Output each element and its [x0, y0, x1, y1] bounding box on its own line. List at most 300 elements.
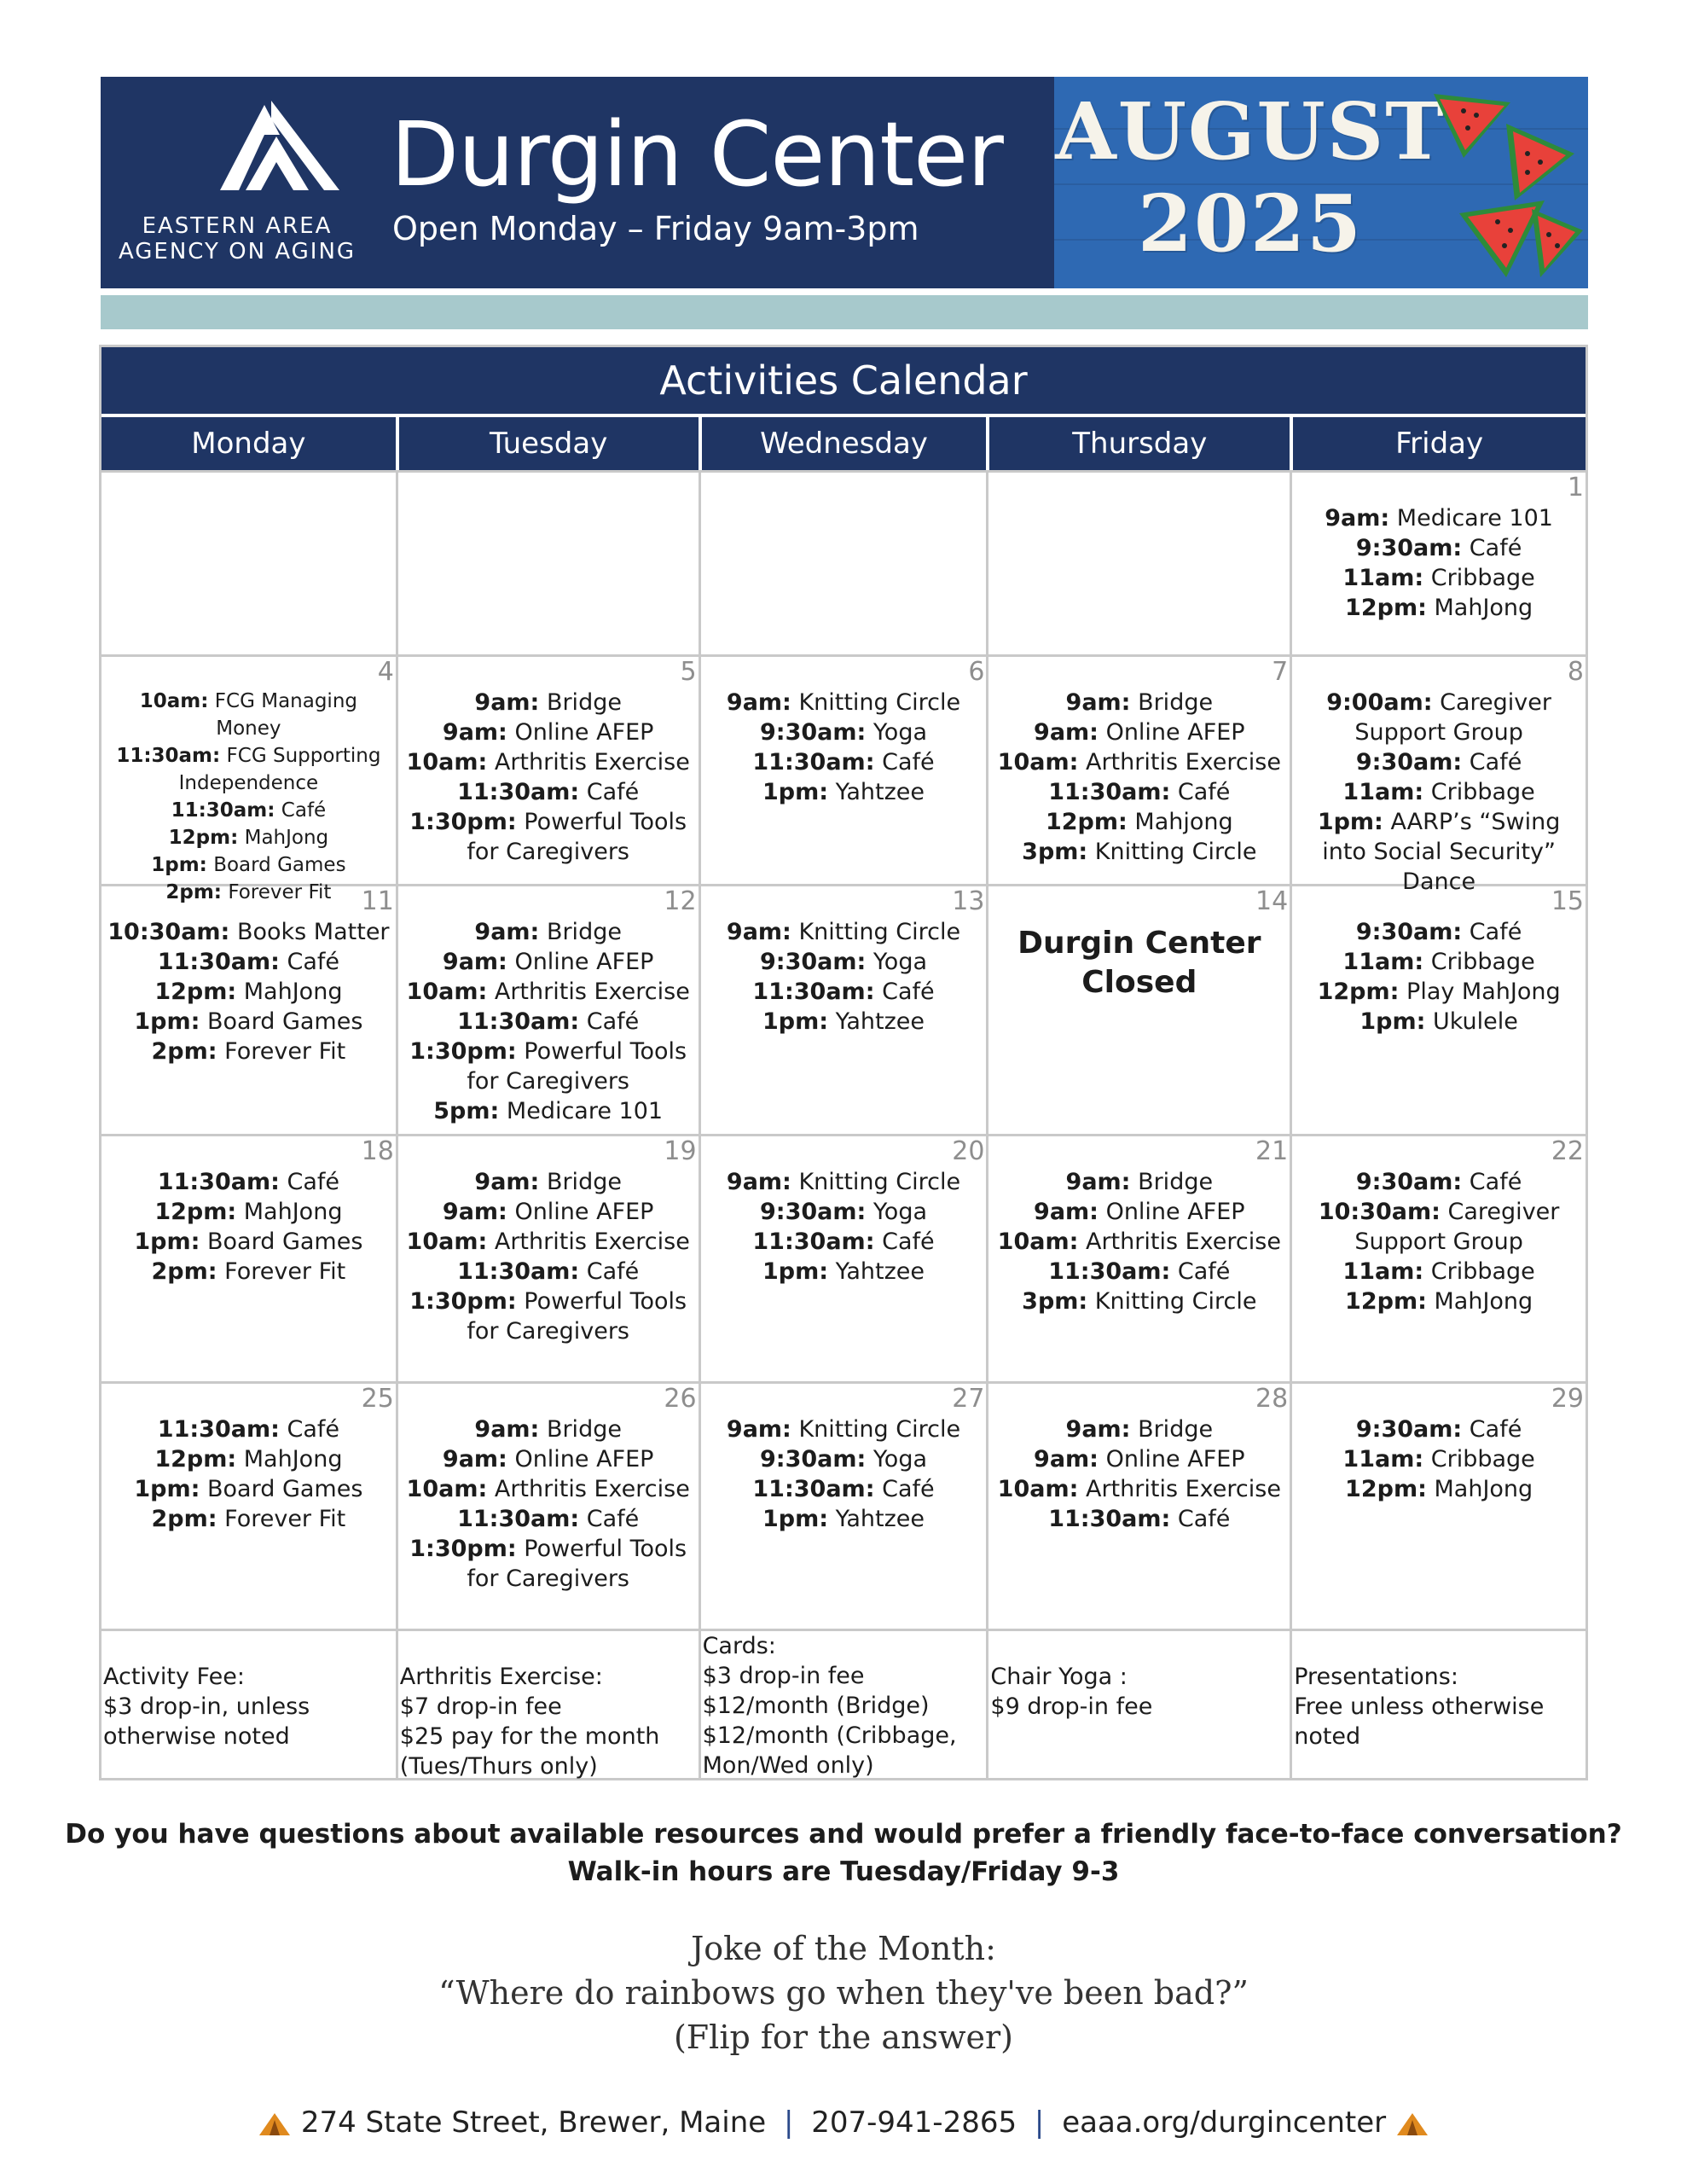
event-item [1296, 1197, 1582, 1257]
event-item [704, 1504, 983, 1534]
event-title: Forever Fit [224, 1038, 346, 1065]
day-cell [396, 657, 699, 884]
tent-icon [258, 2111, 292, 2137]
event-item [1296, 593, 1582, 623]
event-time: 11am: [1342, 779, 1424, 805]
event-item [1296, 807, 1582, 897]
event-title: Bridge [546, 1416, 622, 1443]
activities-calendar [99, 345, 1588, 1780]
event-time: 11:30am: [1048, 1506, 1171, 1532]
event-time: 9am: [1034, 719, 1099, 746]
day-number: 15 [1551, 886, 1585, 916]
fee-heading: Activity Fee: [103, 1664, 245, 1690]
event-title: Cribbage [1430, 779, 1535, 805]
event-title: Cribbage [1430, 1446, 1535, 1472]
event-item [105, 742, 392, 797]
event-time: 1:30pm: [409, 1288, 517, 1315]
event-item [402, 777, 695, 807]
event-time: 12pm: [1317, 979, 1400, 1005]
event-item [704, 1227, 983, 1257]
event-item [402, 717, 695, 747]
event-time: 9am: [442, 719, 507, 746]
event-item [704, 747, 983, 777]
fee-line: Free unless otherwise noted [1294, 1693, 1545, 1750]
event-item [1296, 1257, 1582, 1287]
day-number: 19 [664, 1136, 697, 1166]
event-time: 1pm: [134, 1228, 200, 1255]
event-time: 2pm: [165, 881, 223, 903]
event-time: 12pm: [154, 979, 237, 1005]
event-time: 9:30am: [759, 1446, 867, 1472]
contact-footer [0, 2106, 1687, 2140]
header-stripe [101, 295, 1588, 329]
phone-number[interactable]: 207-941-2865 [811, 2106, 1017, 2140]
event-time: 9:30am: [759, 719, 867, 746]
fee-line: $3 drop-in, unless otherwise noted [103, 1693, 310, 1750]
event-title: Online AFEP [514, 949, 654, 975]
event-title: Yoga [872, 1199, 928, 1225]
event-item [402, 1287, 695, 1346]
event-item [105, 1414, 392, 1444]
fee-line: $12/month (Bridge) [702, 1693, 930, 1719]
event-time: 9am: [474, 1169, 540, 1195]
event-title: Bridge [1138, 689, 1214, 716]
event-time: 11:30am: [116, 745, 221, 767]
event-item [105, 917, 392, 947]
day-number: 21 [1255, 1136, 1289, 1166]
event-time: 9:30am: [759, 1199, 867, 1225]
event-time: 10am: [406, 1476, 488, 1502]
event-title: Caregiver Support Group [1354, 1199, 1560, 1255]
day-number: 13 [952, 886, 985, 916]
calendar-week [101, 1134, 1586, 1381]
event-item [1296, 1444, 1582, 1474]
tent-icon [1395, 2111, 1429, 2137]
event-item [105, 1444, 392, 1474]
day-cell [101, 473, 396, 654]
event-title: Online AFEP [1105, 1446, 1245, 1472]
event-item [105, 797, 392, 824]
year-label: 2025 [1137, 177, 1364, 270]
event-time: 1pm: [762, 1008, 829, 1035]
website-link[interactable]: eaaa.org/durgincenter [1062, 2106, 1387, 2140]
event-time: 1pm: [134, 1476, 200, 1502]
watermelon-icon [1498, 119, 1583, 205]
event-title: Forever Fit [224, 1506, 346, 1532]
fee-heading: Cards: [702, 1633, 776, 1659]
event-time: 12pm: [1345, 1476, 1427, 1502]
event-item [1296, 947, 1582, 977]
event-title: Bridge [1138, 1416, 1214, 1443]
event-item [704, 688, 983, 717]
calendar-weeks [101, 470, 1586, 1629]
event-title: Café [287, 1416, 339, 1443]
event-title: Arthritis Exercise [494, 1476, 690, 1502]
event-time: 11:30am: [752, 749, 875, 775]
day-cell [1290, 473, 1586, 654]
event-item [105, 824, 392, 851]
event-title: Café [586, 779, 640, 805]
event-title: Arthritis Exercise [1085, 1228, 1281, 1255]
separator: | [783, 2106, 794, 2140]
event-time: 1:30pm: [409, 809, 517, 835]
walk-in-question [0, 1815, 1687, 1891]
event-title: Online AFEP [1105, 719, 1245, 746]
event-time: 11:30am: [1048, 1258, 1171, 1285]
event-title: Board Games [207, 1476, 363, 1502]
day-cell [699, 886, 987, 1134]
event-title: MahJong [243, 1446, 343, 1472]
weekday-tuesday: Tuesday [396, 417, 699, 470]
event-title: Cribbage [1430, 1258, 1535, 1285]
agency-line2: AGENCY ON AGING [118, 239, 357, 264]
event-item [105, 1504, 392, 1534]
event-time: 9am: [726, 1416, 791, 1443]
fee-note [101, 1631, 396, 1778]
event-time: 1pm: [1359, 1008, 1426, 1035]
event-title: Cribbage [1430, 949, 1535, 975]
event-time: 11am: [1342, 1446, 1424, 1472]
event-item [402, 1096, 695, 1126]
event-title: Knitting Circle [798, 919, 961, 945]
event-title: FCG Managing Money [214, 690, 357, 740]
event-item [105, 1474, 392, 1504]
event-title: Yahtzee [835, 1506, 925, 1532]
event-title: Medicare 101 [506, 1098, 664, 1124]
event-title: Cribbage [1430, 565, 1535, 591]
event-item [402, 977, 695, 1007]
event-item [704, 1197, 983, 1227]
event-time: 12pm: [168, 827, 239, 849]
day-cell [1290, 886, 1586, 1134]
event-title: Yoga [872, 1446, 928, 1472]
event-item [704, 777, 983, 807]
event-time: 9:30am: [1355, 535, 1463, 561]
event-time: 11:30am: [752, 1476, 875, 1502]
fee-line: $9 drop-in fee [990, 1693, 1153, 1720]
event-time: 9am: [474, 1416, 540, 1443]
event-item [105, 1197, 392, 1227]
event-item [402, 1007, 695, 1037]
event-title: Café [882, 979, 935, 1005]
event-item [704, 1444, 983, 1474]
event-title: Knitting Circle [798, 1416, 961, 1443]
day-cell [699, 473, 987, 654]
closed-notice: Durgin Center Closed [1017, 926, 1261, 1000]
day-number: 20 [952, 1136, 985, 1166]
event-time: 9:30am: [1355, 749, 1463, 775]
event-item [992, 837, 1286, 867]
event-item [105, 977, 392, 1007]
event-time: 3pm: [1022, 839, 1088, 865]
day-cell [986, 1384, 1290, 1629]
event-item [105, 1037, 392, 1066]
event-title: Café [1177, 1258, 1231, 1285]
event-item [402, 917, 695, 947]
event-item [105, 947, 392, 977]
event-time: 9am: [726, 919, 791, 945]
event-time: 10am: [997, 1476, 1079, 1502]
event-time: 11am: [1342, 1258, 1424, 1285]
calendar-title: Activities Calendar [101, 347, 1586, 414]
fee-line: $12/month (Cribbage, Mon/Wed only) [702, 1722, 957, 1779]
event-title: Medicare 101 [1396, 505, 1553, 531]
event-title: Café [287, 949, 339, 975]
day-number: 28 [1255, 1384, 1289, 1414]
event-item [992, 1444, 1286, 1474]
day-cell [101, 886, 396, 1134]
event-item [402, 1534, 695, 1594]
event-item [992, 1227, 1286, 1257]
event-item [1296, 1287, 1582, 1316]
day-cell [101, 1384, 396, 1629]
event-time: 9:30am: [1355, 1416, 1463, 1443]
event-time: 9am: [474, 689, 540, 716]
event-item [1296, 688, 1582, 747]
day-cell [1290, 1136, 1586, 1381]
address: 274 State Street, Brewer, Maine [300, 2106, 767, 2140]
joke-question: “Where do rainbows go when they've been bad?” [438, 1974, 1249, 2012]
weekday-monday: Monday [191, 427, 306, 461]
month-year-title [1054, 85, 1446, 270]
day-cell [1290, 657, 1586, 895]
event-title: Café [287, 1169, 339, 1195]
event-item [402, 1504, 695, 1534]
event-item [704, 1474, 983, 1504]
event-time: 12pm: [1345, 1288, 1427, 1315]
event-item [992, 717, 1286, 747]
event-time: 12pm: [1045, 809, 1128, 835]
joke-hint: (Flip for the answer) [673, 2018, 1014, 2056]
event-item [992, 777, 1286, 807]
month-banner [1054, 77, 1588, 288]
event-title: Forever Fit [228, 881, 332, 903]
event-title: Caregiver Support Group [1354, 689, 1551, 746]
event-time: 9am: [1065, 689, 1131, 716]
event-title: Play MahJong [1406, 979, 1561, 1005]
event-time: 11:30am: [457, 1258, 580, 1285]
event-title: Board Games [207, 1228, 363, 1255]
day-cell [986, 473, 1290, 654]
event-time: 1:30pm: [409, 1536, 517, 1562]
event-time: 9:30am: [1355, 1169, 1463, 1195]
event-title: FCG Supporting Independence [178, 745, 381, 794]
event-item [704, 977, 983, 1007]
day-cell [396, 1384, 699, 1629]
event-time: 9am: [442, 1199, 507, 1225]
event-title: MahJong [1434, 1476, 1533, 1502]
event-time: 9:30am: [1355, 919, 1463, 945]
event-item [402, 1197, 695, 1227]
event-title: Powerful Tools for Caregivers [467, 809, 687, 865]
event-time: 5pm: [433, 1098, 500, 1124]
event-item [1296, 503, 1582, 533]
event-item [105, 1257, 392, 1287]
day-cell [101, 1136, 396, 1381]
event-title: Café [1469, 1416, 1522, 1443]
event-title: Powerful Tools for Caregivers [467, 1536, 687, 1592]
event-title: Café [586, 1008, 640, 1035]
event-time: 9:00am: [1326, 689, 1433, 716]
event-title: Bridge [546, 689, 622, 716]
event-time: 11:30am: [157, 1169, 280, 1195]
event-title: Arthritis Exercise [1085, 749, 1281, 775]
event-item [992, 1504, 1286, 1534]
event-item [992, 747, 1286, 777]
fee-note [986, 1631, 1290, 1778]
event-title: MahJong [243, 1199, 343, 1225]
event-item [1296, 1414, 1582, 1444]
day-number: 26 [664, 1384, 697, 1414]
event-item [1296, 747, 1582, 777]
event-time: 11:30am: [457, 1008, 580, 1035]
event-time: 1pm: [762, 1506, 829, 1532]
event-title: Café [586, 1258, 640, 1285]
event-time: 9am: [442, 949, 507, 975]
event-time: 3pm: [1022, 1288, 1088, 1315]
event-time: 11:30am: [171, 799, 275, 822]
event-item [402, 1037, 695, 1096]
event-time: 2pm: [151, 1258, 217, 1285]
event-item [992, 807, 1286, 837]
event-title: Arthritis Exercise [494, 1228, 690, 1255]
event-time: 1:30pm: [409, 1038, 517, 1065]
event-item [992, 1287, 1286, 1316]
event-time: 11:30am: [457, 779, 580, 805]
weekday-friday: Friday [1290, 417, 1586, 470]
fee-line: $7 drop-in fee [399, 1693, 562, 1720]
day-number: 25 [361, 1384, 394, 1414]
day-cell [986, 886, 1290, 1134]
event-time: 9am: [1065, 1169, 1131, 1195]
event-time: 11am: [1342, 949, 1424, 975]
event-time: 9am: [1325, 505, 1390, 531]
event-item [992, 1474, 1286, 1504]
event-item [402, 1227, 695, 1257]
day-number: 6 [968, 657, 985, 687]
event-item [992, 1167, 1286, 1197]
event-item [402, 1444, 695, 1474]
calendar-week [101, 470, 1586, 654]
event-item [704, 717, 983, 747]
event-item [105, 1167, 392, 1197]
event-item [1296, 563, 1582, 593]
event-time: 10:30am: [1318, 1199, 1441, 1225]
event-title: Powerful Tools for Caregivers [467, 1288, 687, 1345]
event-item [402, 1257, 695, 1287]
event-item [704, 917, 983, 947]
fees-row [101, 1629, 1586, 1778]
event-title: Café [281, 799, 327, 822]
event-time: 9am: [726, 1169, 791, 1195]
day-cell [101, 657, 396, 903]
event-item [1296, 1167, 1582, 1197]
mountain-logo-icon [220, 101, 339, 195]
event-title: Powerful Tools for Caregivers [467, 1038, 687, 1095]
event-title: MahJong [1434, 595, 1533, 621]
event-time: 12pm: [1345, 595, 1427, 621]
event-item [704, 1167, 983, 1197]
event-item [704, 1257, 983, 1287]
event-title: Knitting Circle [1094, 1288, 1257, 1315]
fee-heading: Arthritis Exercise: [399, 1664, 603, 1690]
event-item [402, 747, 695, 777]
open-hours: Open Monday – Friday 9am-3pm [392, 210, 919, 247]
event-time: 10am: [139, 690, 209, 712]
event-time: 9am: [442, 1446, 507, 1472]
event-title: Bridge [546, 919, 622, 945]
weekday-thursday: Thursday [986, 417, 1290, 470]
event-title: Knitting Circle [1094, 839, 1257, 865]
agency-line1: EASTERN AREA [142, 213, 333, 239]
event-time: 1pm: [762, 779, 829, 805]
joke-heading: Joke of the Month: [691, 1930, 996, 1967]
event-item [992, 1414, 1286, 1444]
event-time: 10am: [997, 1228, 1079, 1255]
day-cell [699, 657, 987, 884]
event-item [1296, 1007, 1582, 1037]
day-number: 7 [1272, 657, 1289, 687]
event-title: Board Games [207, 1008, 363, 1035]
event-title: Board Games [213, 854, 346, 876]
event-title: Online AFEP [514, 1199, 654, 1225]
watermelon-icon [1528, 205, 1587, 282]
header-banner [101, 77, 1588, 288]
day-number: 12 [664, 886, 697, 916]
event-item [402, 1167, 695, 1197]
event-time: 11:30am: [752, 1228, 875, 1255]
event-item [704, 1007, 983, 1037]
day-number: 5 [680, 657, 697, 687]
event-item [1296, 917, 1582, 947]
event-title: Café [586, 1506, 640, 1532]
day-number: 18 [361, 1136, 394, 1166]
day-cell [699, 1136, 987, 1381]
event-title: Online AFEP [514, 719, 654, 746]
event-time: 11:30am: [1048, 779, 1171, 805]
calendar-week [101, 884, 1586, 1134]
event-time: 9am: [474, 919, 540, 945]
day-cell [986, 657, 1290, 884]
event-title: Forever Fit [224, 1258, 346, 1285]
event-time: 11am: [1342, 565, 1424, 591]
day-cell [699, 1384, 987, 1629]
event-title: Café [882, 749, 935, 775]
event-time: 10am: [406, 1228, 488, 1255]
event-time: 9am: [1034, 1199, 1099, 1225]
event-time: 1pm: [762, 1258, 829, 1285]
fee-note [1290, 1631, 1586, 1778]
event-time: 9am: [1034, 1446, 1099, 1472]
event-time: 9:30am: [759, 949, 867, 975]
event-title: Yoga [872, 719, 928, 746]
event-title: Café [1177, 1506, 1231, 1532]
day-cell [396, 1136, 699, 1381]
event-time: 10:30am: [107, 919, 230, 945]
day-number: 4 [377, 657, 394, 687]
event-title: Arthritis Exercise [494, 749, 690, 775]
event-title: Yahtzee [835, 779, 925, 805]
day-number: 27 [952, 1384, 985, 1414]
weekday-wednesday: Wednesday [699, 417, 987, 470]
event-title: Café [1469, 919, 1522, 945]
event-title: Bridge [1138, 1169, 1214, 1195]
event-item [402, 1474, 695, 1504]
event-title: Café [882, 1476, 935, 1502]
center-name: Durgin Center [391, 102, 1003, 206]
event-time: 12pm: [154, 1446, 237, 1472]
event-title: Café [1177, 779, 1231, 805]
